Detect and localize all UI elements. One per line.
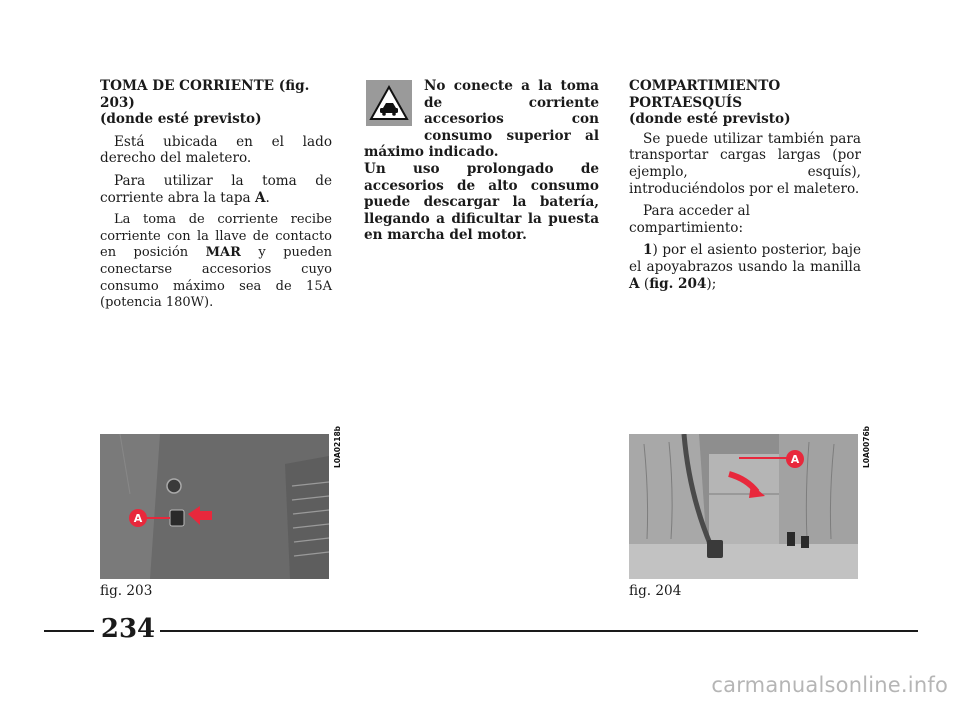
warning-text-connect: No conecte a la toma de corriente accesorios con consumo superior al máximo indicado. (364, 78, 599, 161)
section-heading-power-outlet: TOMA DE CORRIENTE (fig. 203) (donde esté previsto) (100, 78, 310, 128)
callout-label-a: A (133, 512, 143, 525)
column-power-outlet (100, 78, 332, 312)
footer-rule-right (160, 630, 918, 632)
rear-seat-illustration (629, 434, 858, 579)
figure-203-power-outlet (100, 434, 329, 579)
section-heading-ski-compartment: COMPARTIMIENTO PORTAESQUÍS (donde esté previsto) (629, 78, 791, 128)
warning-triangle-icon (369, 84, 409, 122)
paragraph-ski-usage: Se puede utilizar también para transportar cargas largas (por ejemplo, esquís), introduciéndolos por el maletero. (629, 130, 861, 197)
footer-rule-left (44, 630, 94, 632)
figure-204-rear-seat (629, 434, 858, 579)
warning-car-icon (366, 80, 412, 126)
power-outlet-illustration (100, 434, 329, 579)
figure-203-code: L0A0218b (333, 425, 342, 468)
paragraph-usage: Para utilizar la toma de corriente abra la tapa A. (100, 172, 332, 206)
page-number: 234 (100, 614, 156, 644)
callout-label-a: A (790, 453, 800, 466)
watermark: carmanualsonline.info (711, 673, 948, 697)
paragraph-location: Está ubicada en el lado derecho del maletero. (100, 133, 332, 167)
warning-text-battery: Un uso prolongado de accesorios de alto consumo puede descargar la batería, llegando a dificultar la puesta en marcha del motor. (364, 160, 599, 244)
figure-203-caption: fig. 203 (100, 583, 153, 599)
paragraph-ski-step-1: 1) por el asiento posterior, baje el apoyabrazos usando la manilla A (fig. 204); (629, 242, 861, 292)
paragraph-ski-access: Para acceder al compartimiento: (629, 203, 750, 236)
figure-204-code: L0A0076b (862, 425, 871, 468)
figure-204-caption: fig. 204 (629, 583, 682, 599)
column-ski-compartment (629, 78, 861, 292)
paragraph-power-spec: La toma de corriente recibe corriente con la llave de contacto en posición MAR y pueden conectarse accesorios cuyo consumo máximo sea de 15A (potencia 180W). (100, 212, 332, 311)
column-warning (364, 78, 599, 244)
